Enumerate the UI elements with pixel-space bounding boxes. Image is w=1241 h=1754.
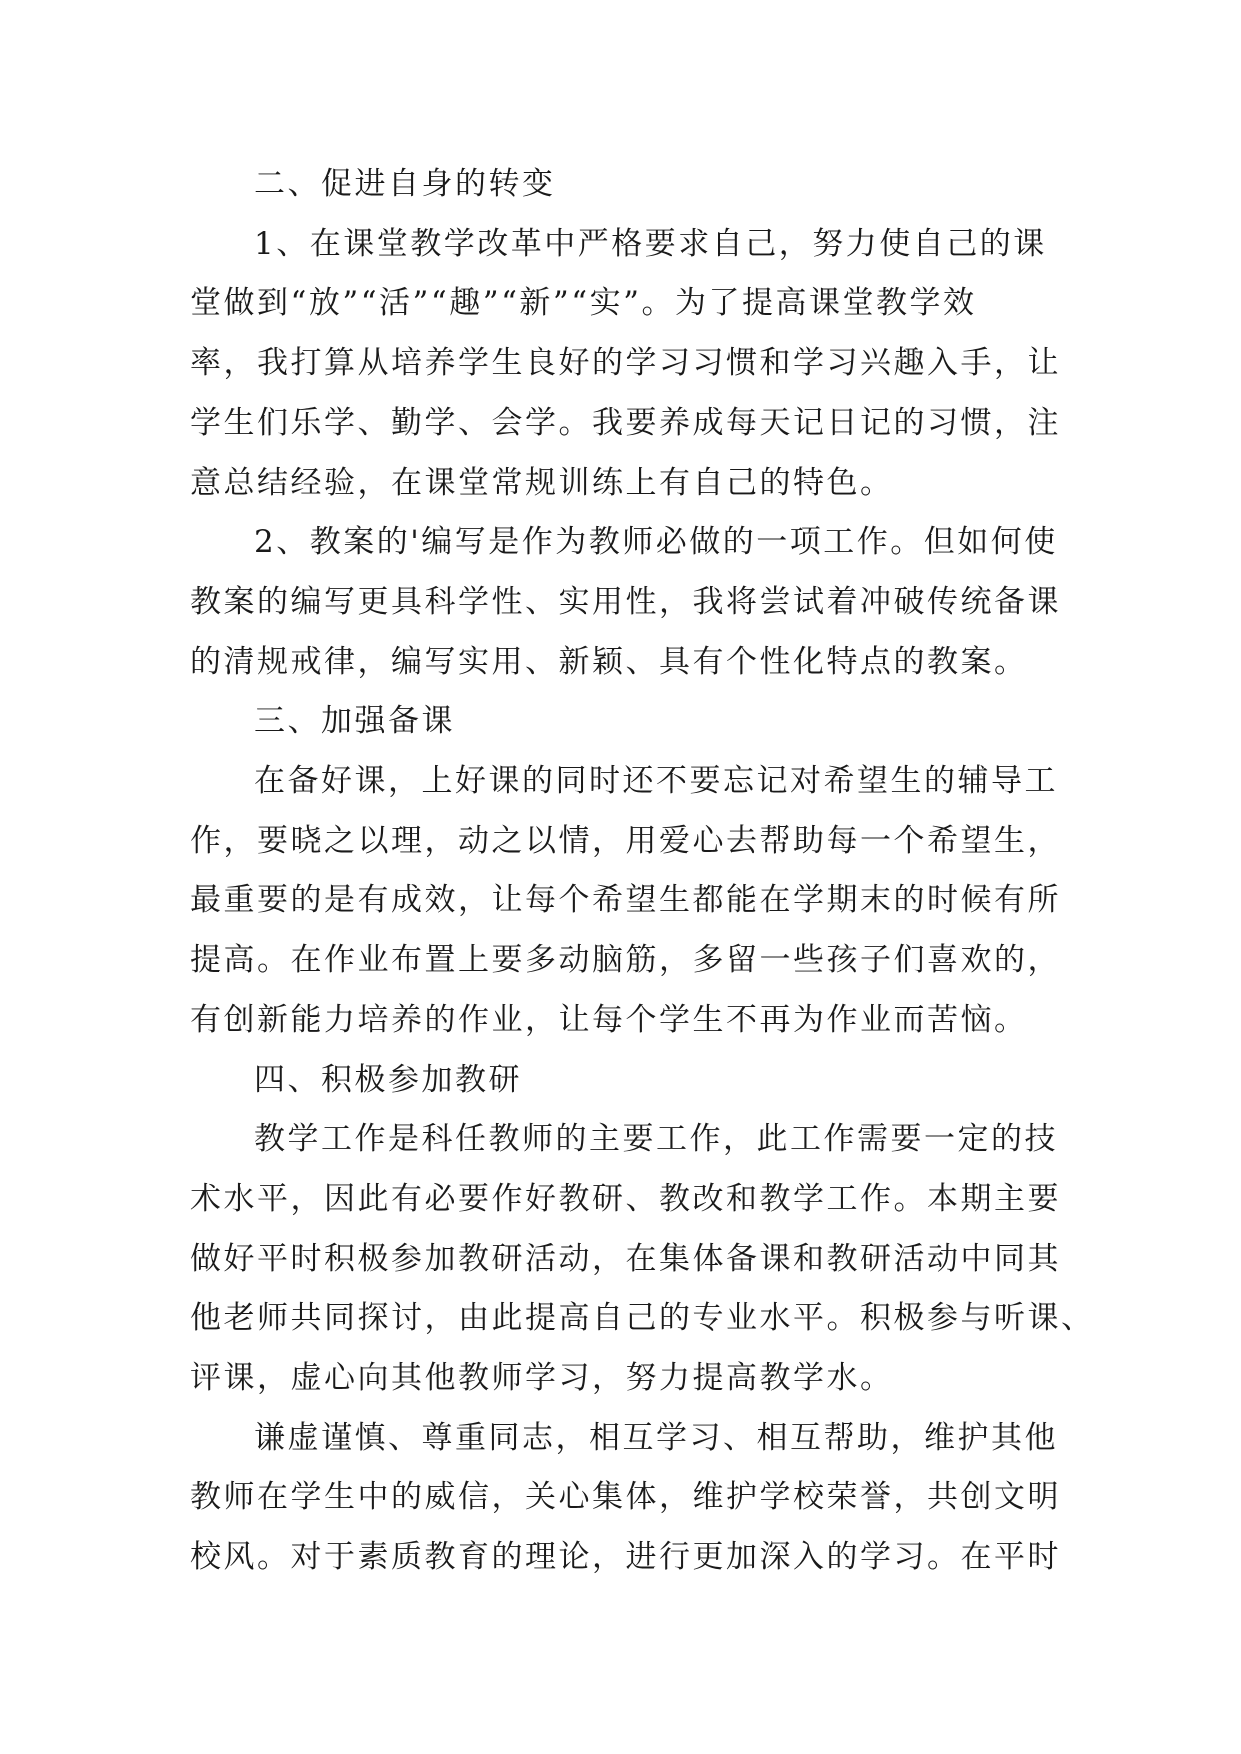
paragraph-1 — [190, 215, 1061, 514]
text-line: 作，要晓之以理，动之以情，用爱心去帮助每一个希望生， — [190, 822, 1061, 859]
section-heading-4 — [190, 1051, 1052, 1111]
text-line: 的清规戒律，编写实用、新颖、具有个性化特点的教案。 — [190, 643, 1028, 680]
text-line: 在备好课，上好课的同时还不要忘记对希望生的辅导工 — [254, 763, 1058, 800]
text-line: 校风。对于素质教育的理论，进行更加深入的学习。在平时 — [190, 1539, 1061, 1576]
text-line: 谦虚谨慎、尊重同志，相互学习、相互帮助，维护其他 — [254, 1419, 1058, 1456]
paragraph-2 — [190, 513, 1061, 692]
text-line: 提高。在作业布置上要多动脑筋，多留一些孩子们喜欢的， — [190, 942, 1061, 979]
text-line: 最重要的是有成效，让每个希望生都能在学期末的时候有所 — [190, 882, 1061, 919]
text-line: 有创新能力培养的作业，让每个学生不再为作业而苦恼。 — [190, 1001, 1028, 1038]
text-line: 他老师共同探讨，由此提高自己的专业水平。积极参与听课、 — [190, 1300, 1095, 1337]
text-line: 做好平时积极参加教研活动，在集体备课和教研活动中同其 — [190, 1240, 1061, 1277]
text-line: 四、积极参加教研 — [254, 1061, 522, 1098]
text-line: 2、教案的'编写是作为教师必做的一项工作。但如何使 — [254, 524, 1058, 561]
paragraph-5 — [190, 1409, 1061, 1588]
text-line: 教案的编写更具科学性、实用性，我将尝试着冲破传统备课 — [190, 583, 1061, 620]
text-line: 1、在课堂教学改革中严格要求自己，努力使自己的课 — [254, 225, 1047, 262]
text-line: 术水平，因此有必要作好教研、教改和教学工作。本期主要 — [190, 1180, 1061, 1217]
text-line: 评课，虚心向其他教师学习，努力提高教学水。 — [190, 1360, 894, 1397]
text-line: 二、促进自身的转变 — [254, 166, 556, 202]
paragraph-3 — [190, 752, 1061, 1051]
paragraph-4 — [190, 1110, 1095, 1409]
text-line: 学生们乐学、勤学、会学。我要养成每天记日记的习惯，注 — [190, 404, 1061, 441]
text-line: 堂做到“放”“活”“趣”“新”“实”。为了提高课堂教学效 — [190, 285, 977, 322]
text-line: 三、加强备课 — [254, 703, 455, 740]
text-line: 教师在学生中的威信，关心集体，维护学校荣誉，共创文明 — [190, 1479, 1061, 1516]
document-body — [190, 155, 1095, 1588]
text-line: 意总结经验，在课堂常规训练上有自己的特色。 — [190, 464, 894, 501]
section-heading-3 — [190, 692, 1052, 752]
text-line: 率，我打算从培养学生良好的学习习惯和学习兴趣入手，让 — [190, 345, 1061, 382]
section-heading-2 — [190, 155, 1052, 215]
text-line: 教学工作是科任教师的主要工作，此工作需要一定的技 — [254, 1121, 1058, 1158]
